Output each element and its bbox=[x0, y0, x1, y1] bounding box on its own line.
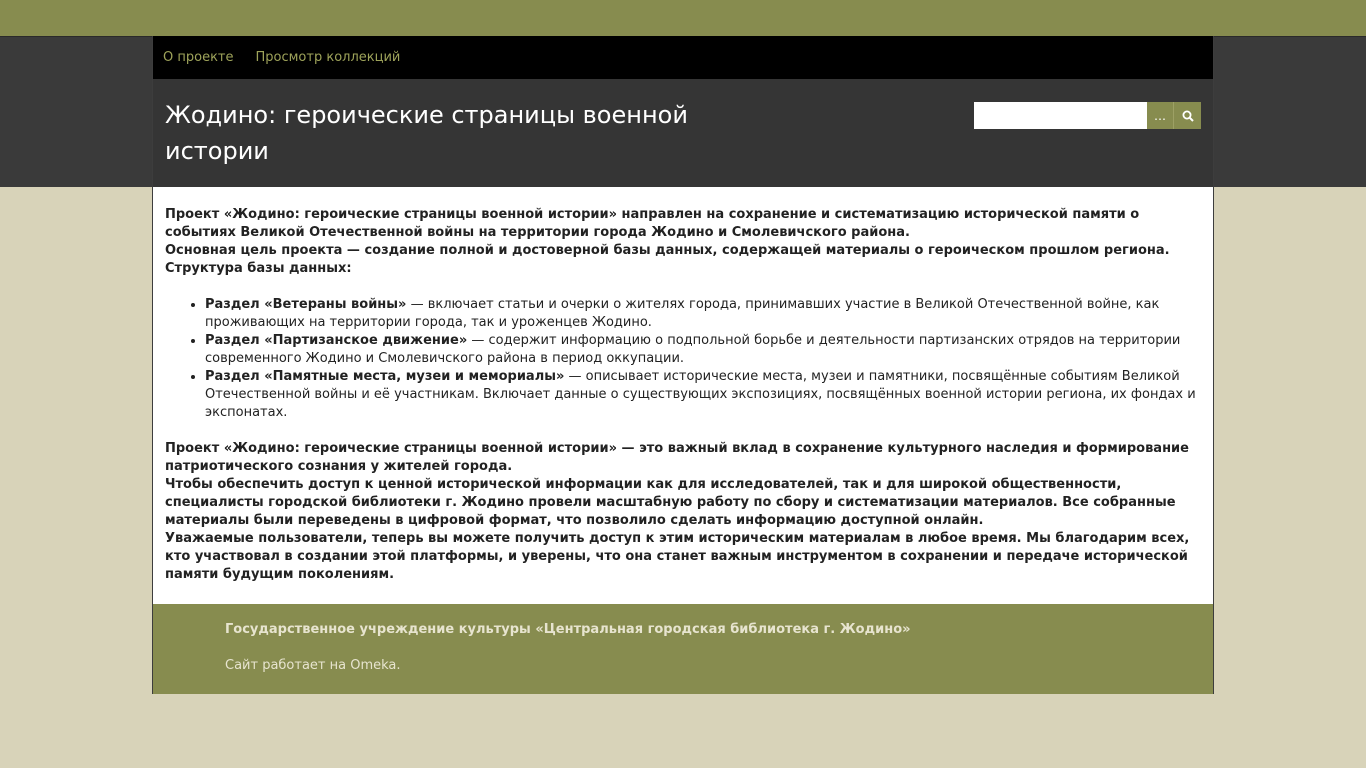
powered-suffix: . bbox=[396, 658, 401, 673]
main-content bbox=[153, 187, 1213, 604]
footer-powered-by bbox=[225, 657, 1213, 675]
access-paragraph: Чтобы обеспечить доступ к ценной исторической информации как для исследователей, так и для широкой общественности, специалисты городской библиотеки г. Жодино провели масштабную работу по сбору и систематизации материалов. Все собранные материалы были переведены в цифровой формат, что позволило сделать информацию доступной онлайн. bbox=[165, 477, 1176, 528]
nav-link-about[interactable]: О проекте bbox=[163, 49, 234, 65]
section-text: — описывает исторические места, музеи и памятники, посвящённые событиям Великой Отечественной войны и её участникам. Включает данные о существующих экспозициях, посвящённых военной истории региона, их фондах и экспонатах. bbox=[205, 369, 1196, 420]
section-text: — содержит информацию о подпольной борьбе и деятельности партизанских отрядов на территории современного Жодино и Смолевичского района в период оккупации. bbox=[205, 333, 1181, 366]
section-text: — включает статьи и очерки о жителях города, принимавших участие в Великой Отечественной войне, как проживающих на территории города, так и уроженцев Жодино. bbox=[205, 297, 1160, 330]
page-wrapper bbox=[152, 36, 1214, 694]
nav-link-browse-collections[interactable]: Просмотр коллекций bbox=[255, 49, 401, 65]
footer bbox=[153, 604, 1213, 694]
search-input[interactable] bbox=[974, 102, 1147, 129]
goal-paragraph: Основная цель проекта — создание полной и достоверной базы данных, содержащей материалы о героическом прошлом региона. bbox=[165, 243, 1170, 258]
intro-paragraph: Проект «Жодино: героические страницы военной истории» направлен на сохранение и систематизацию исторической памяти о событиях Великой Отечественной войны на территории города Жодино и Смолевичского района. bbox=[165, 207, 1140, 240]
top-strip bbox=[0, 0, 1366, 36]
sections-list bbox=[165, 296, 1201, 422]
advanced-search-button[interactable]: … bbox=[1147, 102, 1174, 129]
search-icon bbox=[1182, 110, 1194, 122]
top-navigation bbox=[153, 36, 1213, 79]
thanks-paragraph: Уважаемые пользователи, теперь вы можете получить доступ к этим историческим материалам в любое время. Мы благодарим всех, кто участвовал в создании этой платформы, и уверены, что она станет важным инструментом в сохранении и передаче исторической памяти будущим поколениям. bbox=[165, 531, 1190, 582]
masthead bbox=[153, 79, 1213, 187]
structure-heading: Структура базы данных: bbox=[165, 261, 352, 276]
list-item bbox=[205, 332, 1201, 368]
search-submit-button[interactable] bbox=[1174, 102, 1201, 129]
search-form bbox=[974, 102, 1201, 129]
section-title: Раздел «Партизанское движение» bbox=[205, 333, 468, 348]
list-item bbox=[205, 368, 1201, 422]
footer-organization: Государственное учреждение культуры «Центральная городская библиотека г. Жодино» bbox=[225, 622, 911, 637]
omeka-link[interactable]: Omeka bbox=[350, 658, 397, 673]
section-title: Раздел «Ветераны войны» bbox=[205, 297, 407, 312]
contribution-paragraph: Проект «Жодино: героические страницы военной истории» — это важный вклад в сохранение культурного наследия и формирование патриотического сознания у жителей города. bbox=[165, 441, 1189, 474]
section-title: Раздел «Памятные места, музеи и мемориалы» bbox=[205, 369, 565, 384]
list-item bbox=[205, 296, 1201, 332]
site-title[interactable]: Жодино: героические страницы военной истории bbox=[165, 101, 688, 165]
powered-prefix: Сайт работает на bbox=[225, 658, 351, 673]
